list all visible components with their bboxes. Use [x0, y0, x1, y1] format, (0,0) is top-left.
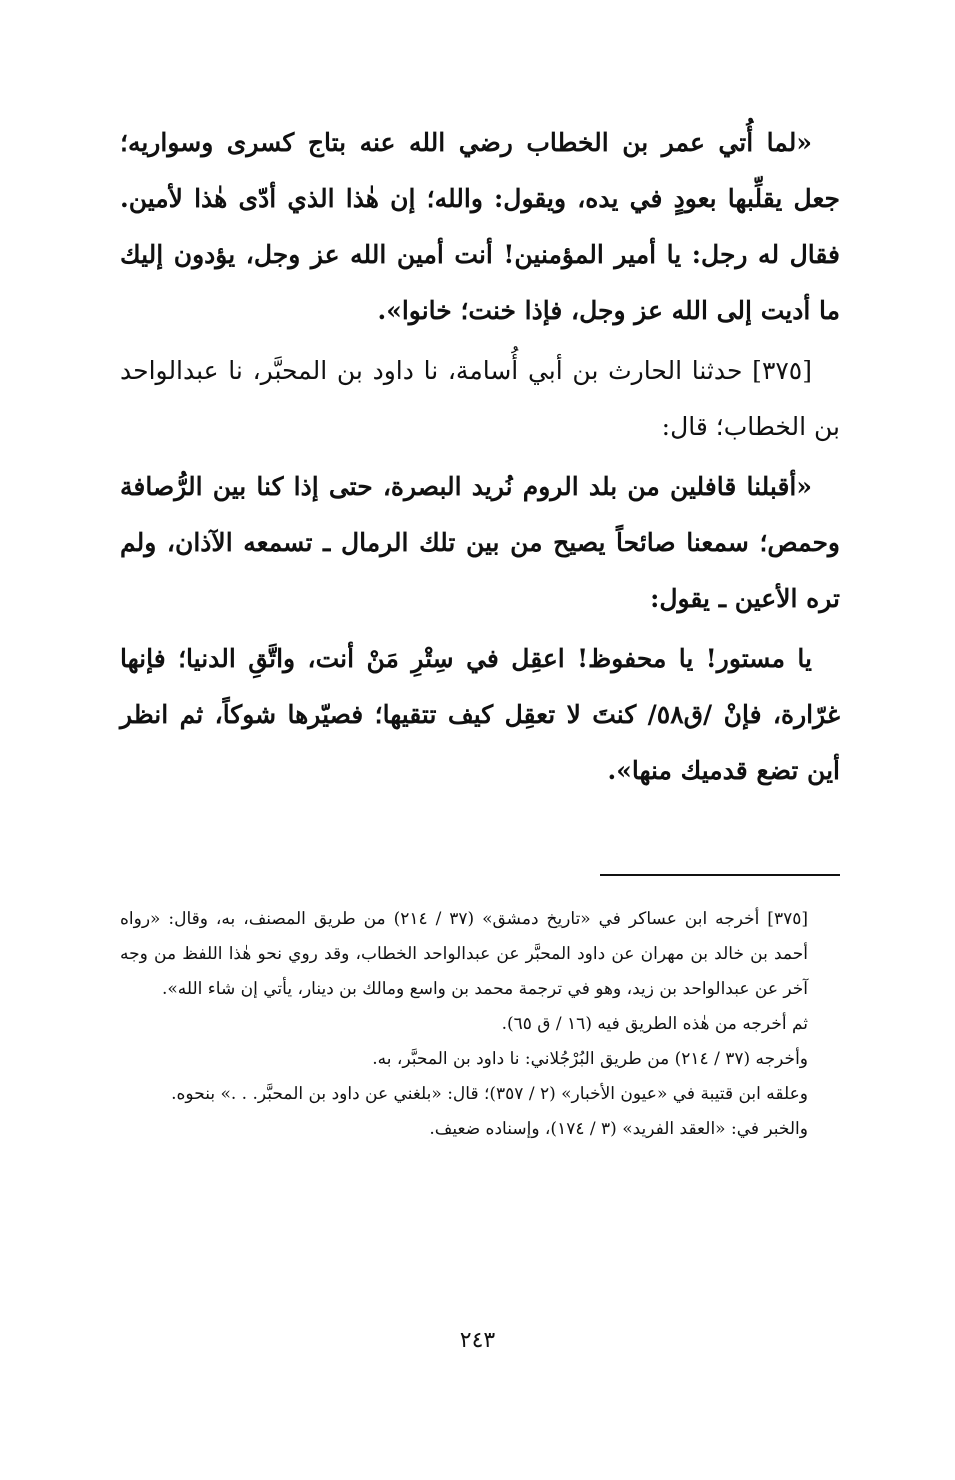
paragraph-quote-umar: «لما أُتي عمر بن الخطاب رضي الله عنه بتاج كسرى وسواريه؛ جعل يقلِّبها بعودٍ في يده، ويقول: والله؛ إن هٰذا الذي أدّى هٰذا لأمين. فقال له رجل: يا أمير المؤمنين! أنت أمين الله عز وجل، يؤدون إليك ما أديت إلى الله عز وجل، فإذا خنت؛ خانوا».	[120, 128, 840, 325]
footnote-line: ثم أخرجه من هٰذه الطريق فيه (١٦ / ق ٦٥).	[501, 1014, 808, 1034]
paragraph-quote-voice: يا مستور! يا محفوظ! اعقِل في سِتْرِ مَنْ أنت، واتَّقِ الدنيا؛ فإنها غرّارة، فإنْ /ق٥٨/ كنتَ لا تعقِل كيف تتقيها؛ فصيّرها شوكاً، ثم انظر أين تضع قدميك منها».	[120, 644, 840, 785]
footnote-line: والخبر في: «العقد الفريد» (٣ / ١٧٤)، وإسناده ضعيف.	[429, 1119, 808, 1139]
main-text	[120, 115, 840, 799]
footnote-line: وعلقه ابن قتيبة في «عيون الأخبار» (٢ / ٣٥٧)؛ قال: «بلغني عن داود بن المحبَّر. . .» بنحوه.	[171, 1084, 808, 1104]
footnote-line: وأخرجه (٣٧ / ٢١٤) من طريق البُرْجُلاني: نا داود بن المحبَّر، به.	[372, 1049, 808, 1069]
paragraph-hadith-375-chain: [٣٧٥] حدثنا الحارث بن أبي أُسامة، نا داود بن المحبَّر، نا عبدالواحد بن الخطاب؛ قال:	[120, 356, 840, 441]
footnotes	[120, 902, 840, 1147]
paragraph-quote-return: «أقبلنا قافلين من بلد الروم نُريد البصرة، حتى إذا كنا بين الرُّصافة وحمص؛ سمعنا صائحاً يصيح من بين تلك الرمال ـ تسمعه الآذان، ولم تره الأعين ـ يقول:	[120, 472, 840, 613]
page-number: ٢٤٣	[459, 1328, 496, 1353]
footnote-separator	[600, 874, 840, 876]
footnote-375: [٣٧٥] أخرجه ابن عساكر في «تاريخ دمشق» (٣٧ / ٢١٤) من طريق المصنف، به، وقال: «رواه أحمد بن خالد بن مهران عن داود المحبَّر عن عبدالواحد الخطاب، وقد روي نحو هٰذا اللفظ من وجه آخر عن عبدالواحد بن زيد، وهو في ترجمة محمد بن واسع ومالك بن دينار، يأتي إن شاء الله».	[120, 909, 808, 999]
